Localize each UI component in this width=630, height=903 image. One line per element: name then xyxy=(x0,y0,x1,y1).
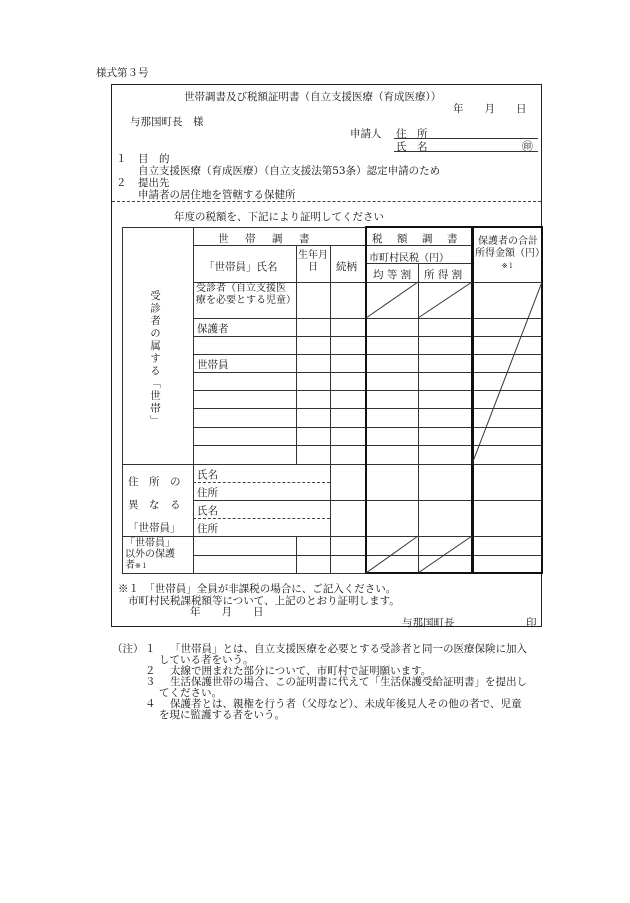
income-levy-header: 所 得 割 xyxy=(424,269,463,281)
cert-statement: 市町村民税課税額等について、上記のとおり証明します。 xyxy=(128,595,400,607)
diff-name-label-1: 氏名 xyxy=(197,469,218,481)
note-item-3-number: ３ xyxy=(145,676,156,688)
form-number: 様式第３号 xyxy=(96,67,149,79)
household-survey-header: 世 帯 調 書 xyxy=(218,233,313,245)
row-guardian-label: 保護者 xyxy=(197,323,229,335)
form-title: 世帯調書及び税額証明書（自立支援医療（育成医療）） xyxy=(184,91,442,103)
applicant-name-label: 氏 名 xyxy=(396,141,428,153)
cert-date: 年 月 日 xyxy=(190,606,264,618)
item-2-heading: 提出先 xyxy=(138,177,170,189)
guardian-income-thick-box xyxy=(471,226,543,574)
tax-survey-header: 税 額 調 書 xyxy=(372,233,460,245)
note-item-1-number: １ xyxy=(145,643,156,655)
note-item-3-line1: 生活保護世帯の場合、この証明書に代えて「生活保護受給証明書」を提出し xyxy=(170,676,527,688)
item-2-number: ２ xyxy=(116,177,127,189)
applicant-name-line xyxy=(394,151,538,152)
seal-mark: ㊞ xyxy=(522,140,533,153)
household-vertical-label: 受診者の属する「世帯」 xyxy=(149,290,161,428)
addressee: 与那国町長 様 xyxy=(130,116,204,128)
note-item-3-line2: てください。 xyxy=(159,687,222,699)
diff-addr-label-1: 住所 xyxy=(197,487,218,499)
note-item-1-line2: している者をいう。 xyxy=(159,654,254,666)
date-line: 年 月 日 xyxy=(453,103,527,115)
member-name-header: 「世帯員」氏名 xyxy=(204,261,278,273)
relation-header: 続柄 xyxy=(336,261,357,273)
cert-seal: 印 xyxy=(526,617,537,629)
note-item-4-line2: を現に監護する者をいう。 xyxy=(159,709,285,721)
row-patient-label: 受診者（自立支援医療を必要とする児童） xyxy=(196,283,296,306)
different-address-label: 住 所 の 異 な る 「世帯員」 xyxy=(128,476,181,534)
item-1-number: １ xyxy=(116,153,127,165)
note-item-2-number: ２ xyxy=(145,665,156,677)
notes-label: （注） xyxy=(112,643,144,655)
applicant-label: 申請人 xyxy=(350,128,382,140)
per-capita-header: 均 等 割 xyxy=(373,269,412,281)
note-item-1-line1: 「世帯員」とは、自立支援医療を必要とする受診者と同一の医療保険に加入 xyxy=(170,643,527,655)
item-2-text: 申請者の居住地を管轄する保健所 xyxy=(138,189,296,201)
certifier: 与那国町長 xyxy=(402,617,455,629)
applicant-address-label: 住 所 xyxy=(396,128,428,140)
other-guardian-label: 「世帯員」 以外の保護 者※１ xyxy=(125,538,175,571)
item-1-heading: 目 的 xyxy=(138,153,170,165)
row-member-label: 世帯員 xyxy=(197,359,229,371)
item-1-text: 自立支援医療（育成医療）（自立支援法第53条）認定申請のため xyxy=(138,165,441,177)
diff-name-label-2: 氏名 xyxy=(197,505,218,517)
cert-request: 年度の税額を、下記により証明してください xyxy=(174,211,384,223)
guardian-income-header: 保護者の合計所得金額（円）※１ xyxy=(475,236,545,270)
separator-dashed xyxy=(112,201,541,202)
diff-addr-label-2: 住所 xyxy=(197,523,218,535)
note-item-4-line1: 保護者とは、親権を行う者（父母など）、未成年後見人その他の者で、児童 xyxy=(170,698,522,710)
note-1: ※１ 「世帯員」全員が非課税の場合に、ご記入ください。 xyxy=(118,583,397,595)
birthdate-header: 生年月日 xyxy=(298,250,328,273)
note-item-4-number: ４ xyxy=(145,698,156,710)
note-item-2-line1: 太線で囲まれた部分について、市町村で証明願います。 xyxy=(170,665,432,677)
municipal-tax-header: 市町村民税（円） xyxy=(369,253,449,264)
